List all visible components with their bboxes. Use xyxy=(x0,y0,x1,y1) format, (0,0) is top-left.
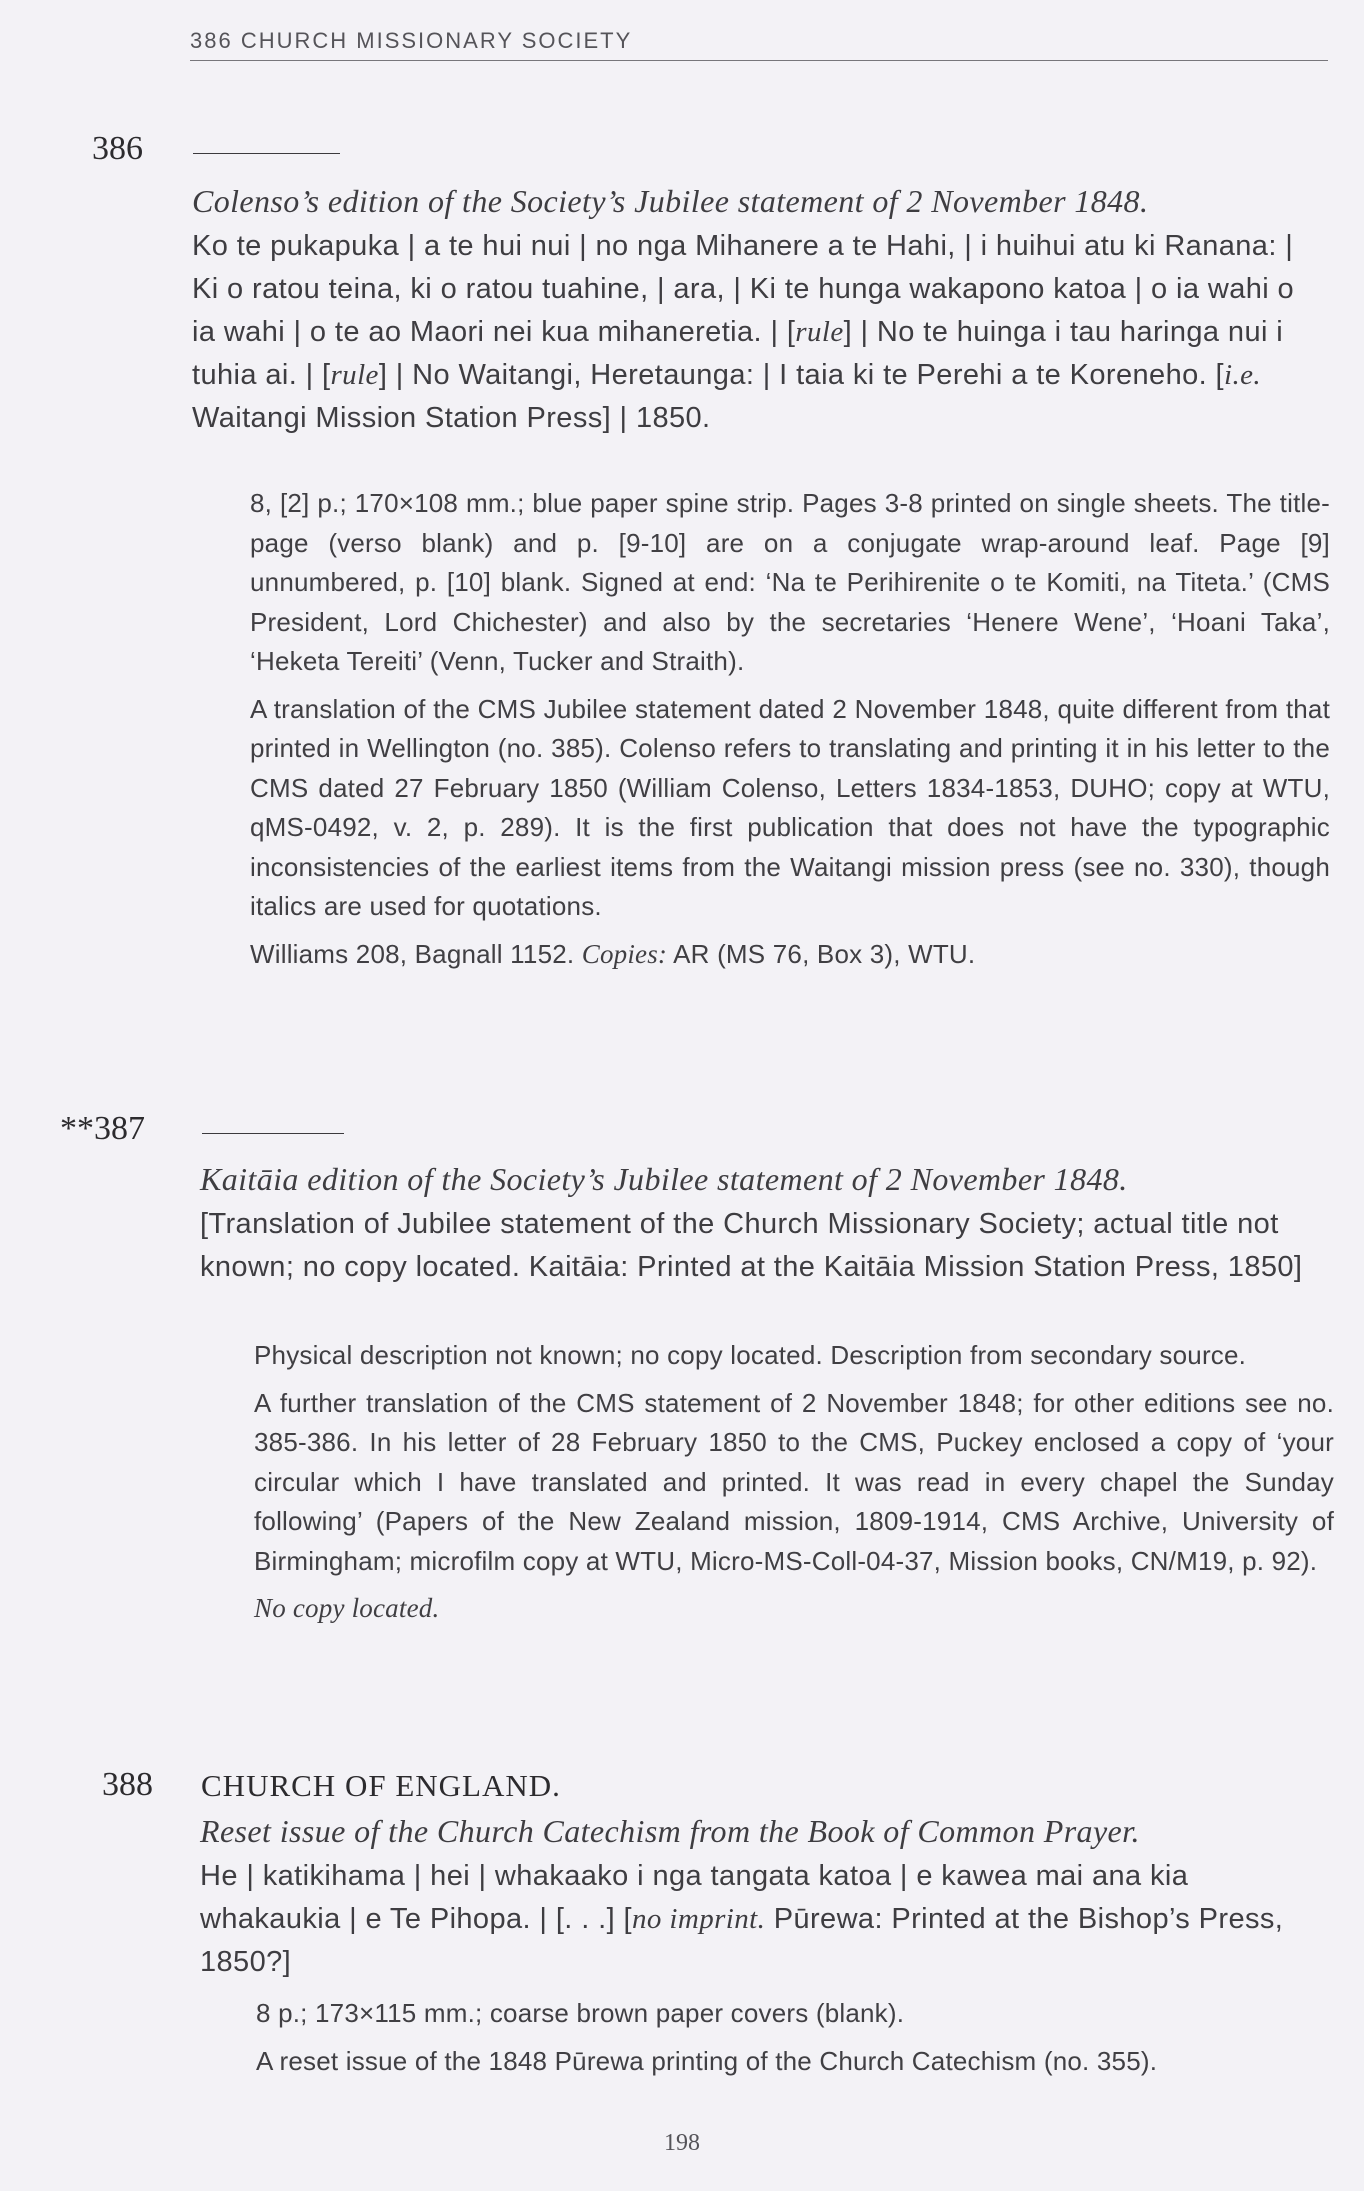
entry-title-386 xyxy=(192,180,1314,440)
title-text: Pūrewa: Printed at the Bishop’s Press, 1850?] xyxy=(200,1903,1284,1978)
note-paragraph: A reset issue of the 1848 Pūrewa printing of the Church Catechism (no. 355). xyxy=(256,2045,1158,2076)
copies-label: Copies: xyxy=(581,938,668,969)
entry-description-387 xyxy=(254,1336,1334,1637)
note-paragraph: A further translation of the CMS statement of 2 November 1848; for other editions see no. 385-386. In his letter of 28 February 1850 to the CMS, Puckey enclosed a copy of ‘your circular which I have translated and printed. It was read in every chapel the Sunday following’ (Papers of the New Zealand mission, 1809-1914, CMS Archive, University of Birmingham; microfilm copy at WTU, Micro-MS-Coll-04-37, Mission books, CN/M19, p. 92). xyxy=(254,1387,1334,1576)
physical-description: Physical description not known; no copy located. Description from secondary source. xyxy=(254,1340,1247,1370)
references xyxy=(250,935,1330,975)
rule-mark: rule xyxy=(795,316,844,348)
title-italic: Reset issue of the Church Catechism from the Book of Common Prayer. xyxy=(200,1813,1140,1849)
title-text: ] | No Waitangi, Heretaunga: | I taia ki te Perehi a te Koreneho. [ xyxy=(378,359,1224,391)
entry-description-386 xyxy=(250,484,1330,982)
title-text: [Translation of Jubilee statement of the Church Missionary Society; actual title not known; no copy located. Kaitāia: Printed at the Kaitāia Mission Station Press, 1850] xyxy=(200,1208,1303,1283)
entry-number-387: **387 xyxy=(60,1110,145,1147)
copies-text: AR (MS 76, Box 3), WTU. xyxy=(667,938,976,969)
running-head: 386 CHURCH MISSIONARY SOCIETY xyxy=(190,28,1328,61)
entry-rule-386 xyxy=(193,153,340,154)
title-text: ] | No te huinga i tau haringa nui i tuhia ai. | [ xyxy=(192,316,1284,391)
title-text: Waitangi Mission Station Press] | 1850. xyxy=(192,402,711,434)
entry-heading-388: CHURCH OF ENGLAND. xyxy=(201,1768,561,1803)
entry-title-388 xyxy=(200,1810,1320,1984)
note-paragraph: A translation of the CMS Jubilee statement dated 2 November 1848, quite different from that printed in Wellington (no. 385). Colenso refers to translating and printing it in his letter to the CMS dated 27 February 1850 (William Colenso, Letters 1834-1853, DUHO; copy at WTU, qMS-0492, v. 2, p. 289). It is the first publication that does not have the typographic inconsistencies of the earliest items from the Waitangi mission press (see no. 330), though italics are used for quotations. xyxy=(250,693,1330,921)
entry-description-388 xyxy=(256,1994,1336,2089)
entry-rule-387 xyxy=(202,1133,344,1134)
entry-number-386: 386 xyxy=(92,130,143,167)
no-imprint-mark: no imprint. xyxy=(631,1903,766,1935)
page-number: 198 xyxy=(664,2130,700,2156)
entry-title-387 xyxy=(200,1158,1320,1289)
physical-description: 8 p.; 173×115 mm.; coarse brown paper covers (blank). xyxy=(256,1998,905,2028)
ie-mark: i.e. xyxy=(1224,359,1262,391)
entry-number-388: 388 xyxy=(102,1766,153,1803)
title-text: Ko te pukapuka | a te hui nui | no nga Mihanere a te Hahi, | i huihui atu ki Ranana: | Ki o ratou teina, ki o ratou tuahine, | ara, | Ki te hunga wakapono katoa | o ia wahi o ia wahi | o te ao Maori nei kua mihaneretia. | [ xyxy=(192,230,1295,348)
title-text: He | katikihama | hei | whakaako i nga tangata katoa | e kawea mai ana kia whakaukia | e Te Pihopa. | [. . .] [ xyxy=(200,1860,1189,1935)
physical-description: 8, [2] p.; 170×108 mm.; blue paper spine strip. Pages 3-8 printed on single sheets. The title-page (verso blank) and p. [9-10] are on a conjugate wrap-around leaf. Page [9] unnumbered, p. [10] blank. Signed at end: ‘Na te Perihirenite o te Komiti, na Titeta.’ (CMS President, Lord Chichester) and also by the secretaries ‘Henere Wene’, ‘Hoani Taka’, ‘Heketa Tereiti’ (Venn, Tucker and Straith). xyxy=(250,488,1330,676)
copy-note: No copy located. xyxy=(254,1593,440,1623)
references-text: Williams 208, Bagnall 1152. xyxy=(250,938,582,969)
rule-mark: rule xyxy=(330,359,379,391)
title-italic: Colenso’s edition of the Society’s Jubilee statement of 2 November 1848. xyxy=(192,183,1149,219)
title-italic: Kaitāia edition of the Society’s Jubilee statement of 2 November 1848. xyxy=(200,1161,1128,1197)
